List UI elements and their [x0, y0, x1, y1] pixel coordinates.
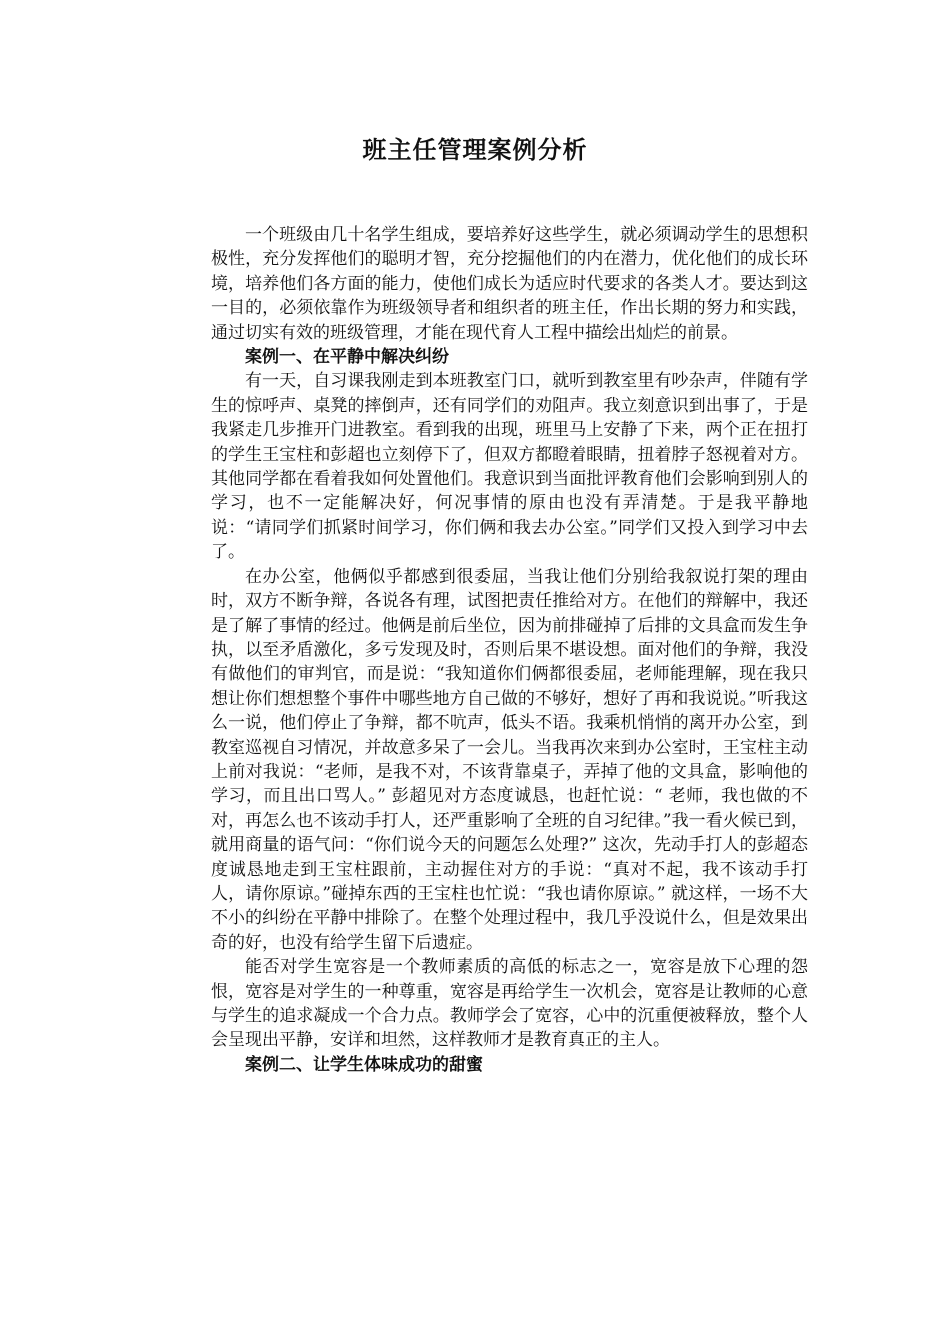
reflection-paragraph: 能否对学生宽容是一个教师素质的高低的标志之一，宽容是放下心理的怨恨，宽容是对学生的一种尊重，宽容是再给学生一次机会，宽容是让教师的心意与学生的追求凝成一个合力点。教师学会了宽容，心中的沉重便被释放，整个人会呈现出平静，安详和坦然，这样教师才是教育真正的主人。 — [211, 957, 808, 1051]
case-one-paragraph-2: 在办公室，他俩似乎都感到很委屈，当我让他们分别给我叙说打架的理由时，双方不断争辩，各说各有理，试图把责任推给对方。在他们的辩解中，我还是了解了事情的经过。他俩是前后坐位，因为前排碰掉了后排的文具盒而发生争执，以至矛盾激化，多亏发现及时，否则后果不堪设想。面对他们的争辩，我没有做他们的审判官，而是说：“我知道你们俩都很委屈，老师能理解，现在我只想让你们想想整个事件中哪些地方自己做的不够好，想好了再和我说说。”听我这么一说，他们停止了争辩，都不吭声，低头不语。我乘机悄悄的离开办公室，到教室巡视自习情况，并故意多呆了一会儿。当我再次来到办公室时，王宝柱主动上前对我说：“老师，是我不对，不该背靠桌子，弄掉了他的文具盒，影响他的学习，而且出口骂人。” 彭超见对方态度诚恳，也赶忙说：“ 老师，我也做的不对，再怎么也不该动手打人，还严重影响了全班的自习纪律。”我一看火候已到，就用商量的语气问：“你们说今天的问题怎么处理?” 这次，先动手打人的彭超态度诚恳地走到王宝柱跟前，主动握住对方的手说：“真对不起，我不该动手打人，请你原谅。”碰掉东西的王宝柱也忙说：“我也请你原谅。” 就这样，一场不大不小的纠纷在平静中排除了。在整个处理过程中，我几乎没说什么，但是效果出奇的好，也没有给学生留下后遗症。 — [211, 566, 808, 953]
intro-paragraph: 一个班级由几十名学生组成，要培养好这些学生，就必须调动学生的思想积极性，充分发挥他们的聪明才智，充分挖掘他们的内在潜力，优化他们的成长环境，培养他们各方面的能力，使他们成长为适应时代要求的各类人才。要达到这一目的，必须依靠作为班级领导者和组织者的班主任，作出长期的努力和实践，通过切实有效的班级管理，才能在现代育人工程中描绘出灿烂的前景。 — [211, 225, 808, 343]
case-one-paragraph-1: 有一天，自习课我刚走到本班教室门口，就听到教室里有吵杂声，伴随有学生的惊呼声、桌凳的摔倒声，还有同学们的劝阻声。我立刻意识到出事了，于是我紧走几步推开门进教室。看到我的出现，班里马上安静了下来，两个正在扭打的学生王宝柱和彭超也立刻停下了，但双方都瞪着眼睛，扭着脖子怒视着对方。其他同学都在看着我如何处置他们。我意识到当面批评教育他们会影响到别人的学习，也不一定能解决好，何况事情的原由也没有弄清楚。于是我平静地说：“请同学们抓紧时间学习，你们俩和我去办公室。”同学们又投入到学习中去了。 — [211, 371, 808, 563]
case-two-heading: 案例二、让学生体味成功的甜蜜 — [245, 1054, 483, 1075]
case-one-heading: 案例一、在平静中解决纠纷 — [245, 347, 449, 368]
document-title: 班主任管理案例分析 — [362, 136, 588, 164]
document-body — [211, 223, 808, 1077]
